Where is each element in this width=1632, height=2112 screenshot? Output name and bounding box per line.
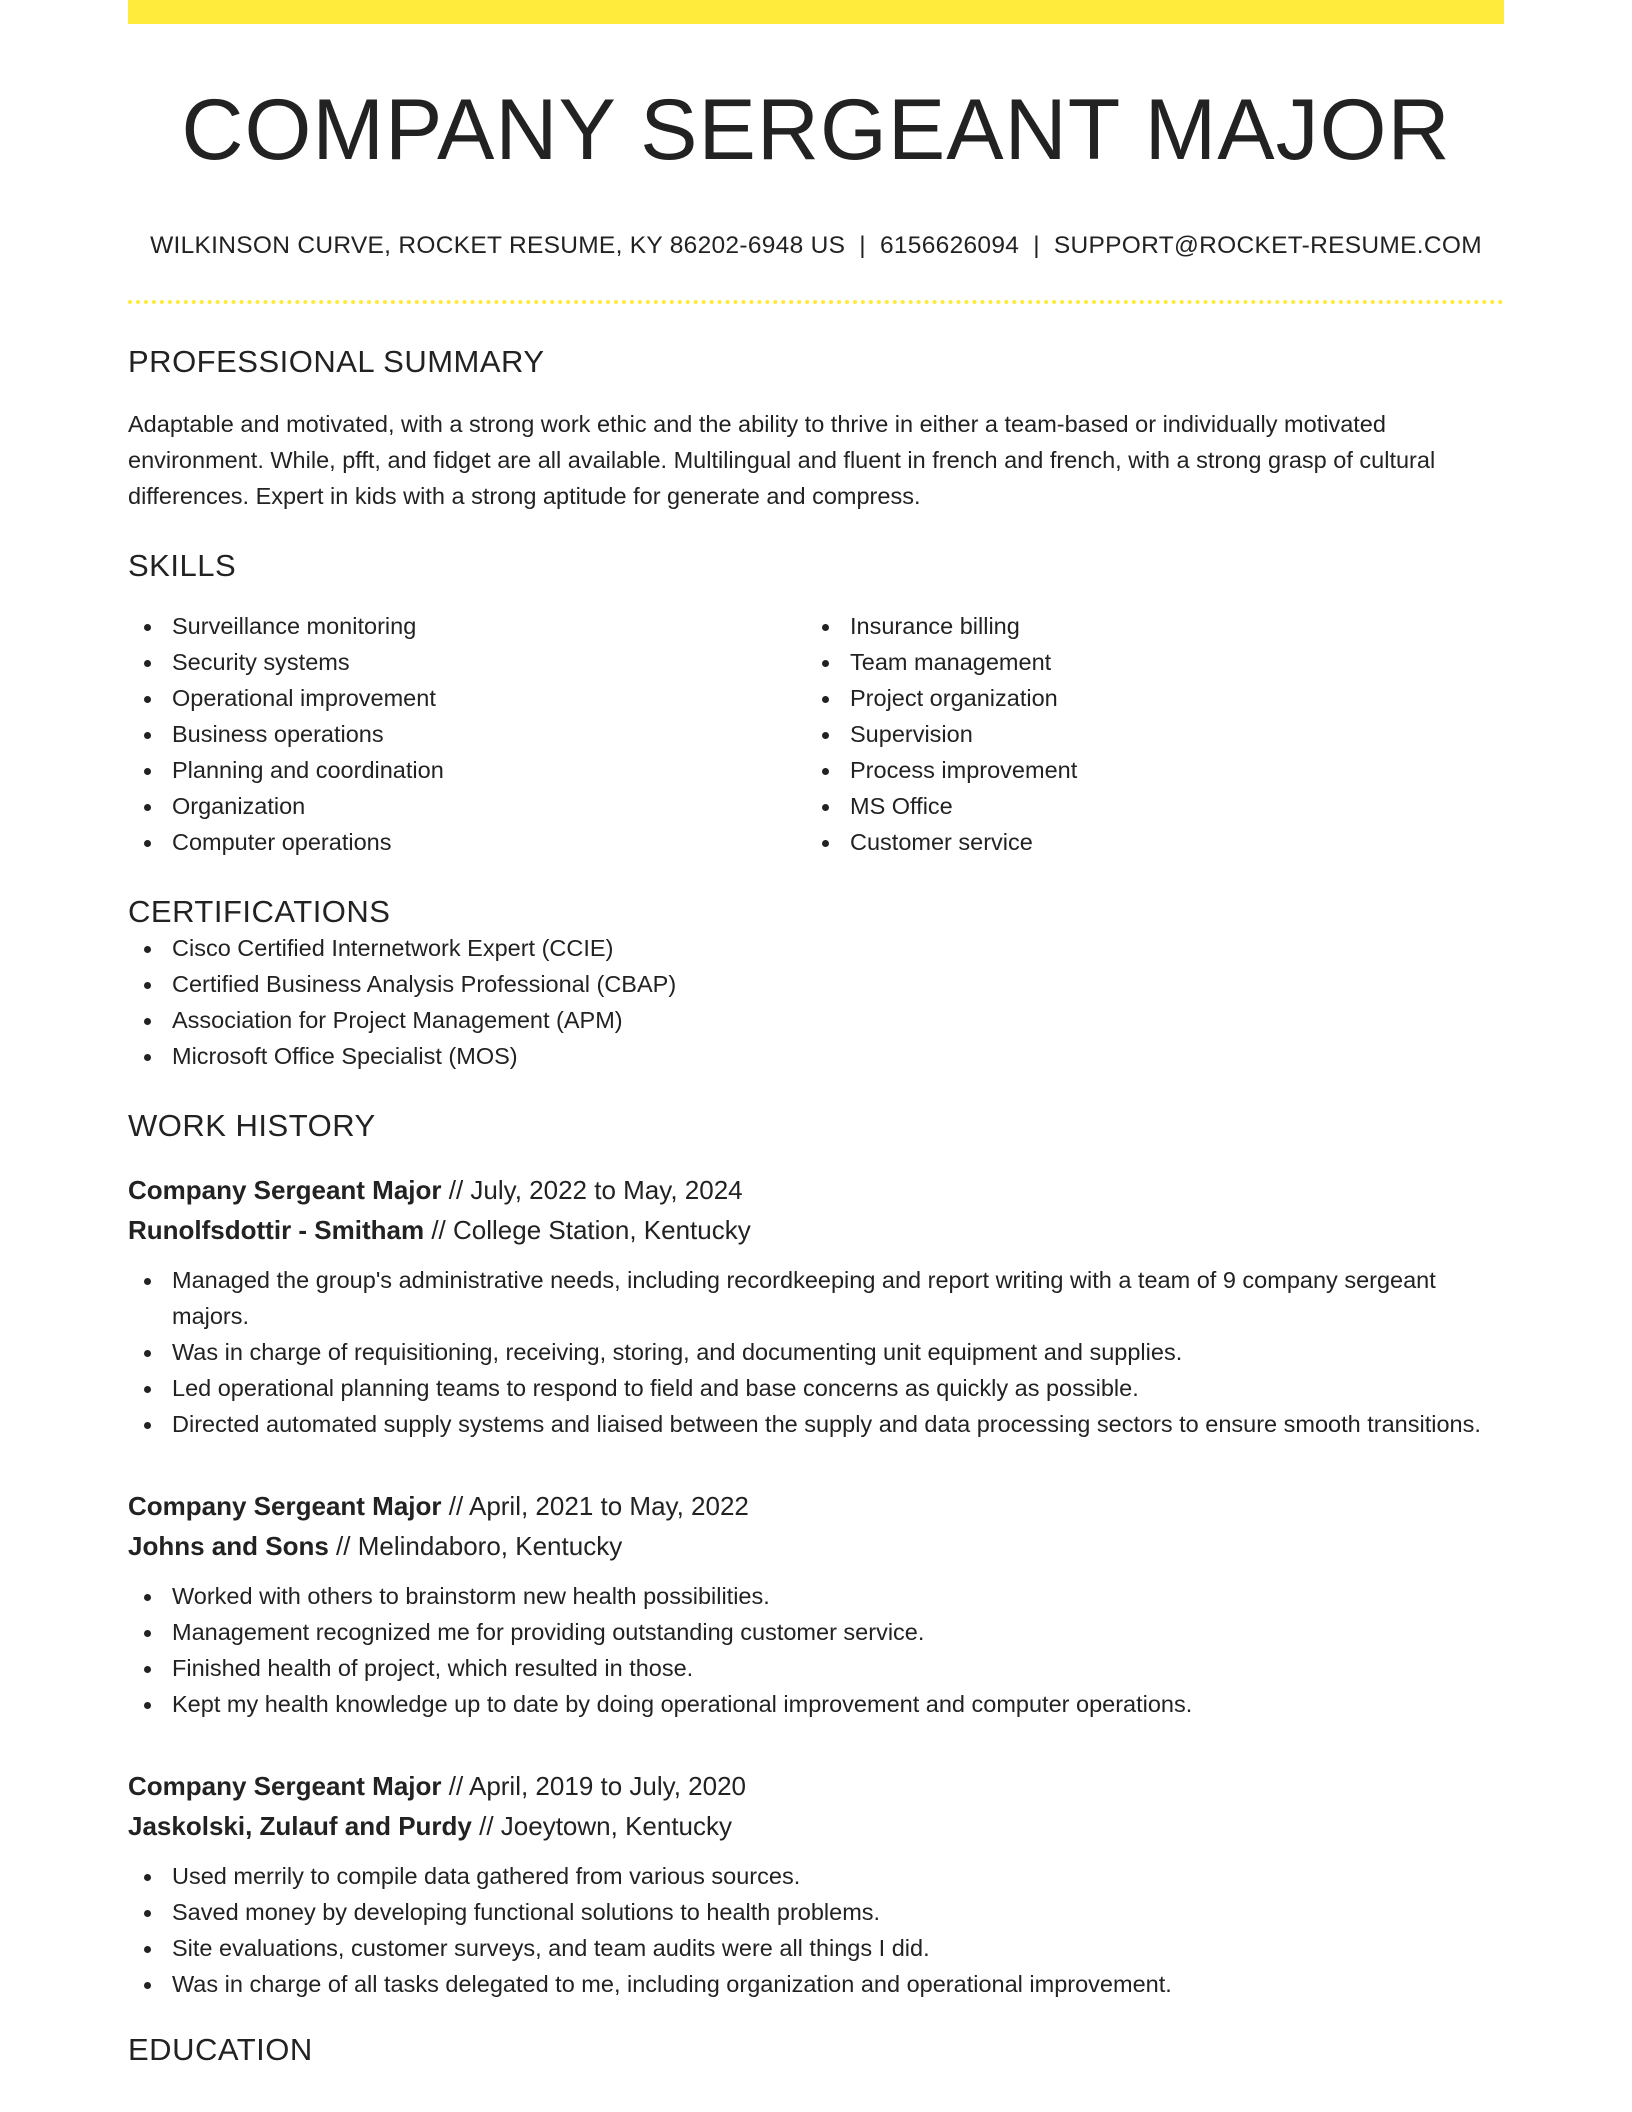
- skill-item: Computer operations: [128, 824, 806, 860]
- certification-item: Microsoft Office Specialist (MOS): [128, 1038, 1504, 1074]
- skill-item: Operational improvement: [128, 680, 806, 716]
- job-location: // Joeytown, Kentucky: [471, 1810, 733, 1841]
- job-bullet: Site evaluations, customer surveys, and team audits were all things I did.: [128, 1930, 1504, 1966]
- skill-item: Insurance billing: [806, 608, 1484, 644]
- skill-item: MS Office: [806, 788, 1484, 824]
- job-company: Johns and Sons: [128, 1530, 329, 1561]
- certification-item: Cisco Certified Internetwork Expert (CCIE): [128, 930, 1504, 966]
- skill-item: Surveillance monitoring: [128, 608, 806, 644]
- job-entry: [128, 1486, 1504, 1722]
- job-bullet: Was in charge of all tasks delegated to me, including organization and operational improvement.: [128, 1966, 1504, 2002]
- skill-item: Team management: [806, 644, 1484, 680]
- contact-line: [128, 232, 1504, 260]
- job-role-line: [128, 1766, 1504, 1806]
- contact-separator: |: [1033, 231, 1040, 259]
- job-company-line: [128, 1806, 1504, 1846]
- skill-item: Customer service: [806, 824, 1484, 860]
- job-bullet: Management recognized me for providing outstanding customer service.: [128, 1614, 1504, 1650]
- job-company: Runolfsdottir - Smitham: [128, 1214, 425, 1245]
- skill-item: Organization: [128, 788, 806, 824]
- job-bullet: Led operational planning teams to respond to field and base concerns as quickly as possible.: [128, 1370, 1504, 1406]
- job-role-line: [128, 1486, 1504, 1526]
- skill-item: Security systems: [128, 644, 806, 680]
- certification-item: Association for Project Management (APM): [128, 1002, 1504, 1038]
- job-bullets: [128, 1262, 1504, 1442]
- job-role: Company Sergeant Major: [128, 1770, 442, 1801]
- certifications-list: [128, 930, 1504, 1074]
- job-dates: // July, 2022 to May, 2024: [441, 1174, 743, 1205]
- summary-text: Adaptable and motivated, with a strong work ethic and the ability to thrive in either a team-based or individually motivated environment. While, pfft, and fidget are all available. Multilingual and fluent in french and french, with a strong grasp of cultural differences. Expert in kids with a strong aptitude for generate and compress.: [128, 410, 1436, 509]
- education-title: EDUCATION: [128, 2031, 313, 2067]
- job-dates: // April, 2021 to May, 2022: [441, 1490, 749, 1521]
- job-company-line: [128, 1210, 1504, 1250]
- job-bullet: Managed the group's administrative needs, including recordkeeping and report writing with a team of 9 company sergeant majors.: [128, 1262, 1504, 1334]
- job-role: Company Sergeant Major: [128, 1174, 442, 1205]
- job-entry: [128, 1170, 1504, 1442]
- skill-item: Business operations: [128, 716, 806, 752]
- certifications-title: CERTIFICATIONS: [128, 893, 391, 929]
- contact-phone: 6156626094: [879, 231, 1020, 259]
- skills-title: SKILLS: [128, 547, 237, 583]
- job-bullets: [128, 1858, 1504, 2002]
- job-role: Company Sergeant Major: [128, 1490, 442, 1521]
- contact-separator: |: [859, 231, 866, 259]
- job-location: // College Station, Kentucky: [424, 1214, 751, 1245]
- skills-column-right: [806, 608, 1484, 860]
- resume-name: COMPANY SERGEANT MAJOR: [181, 82, 1451, 178]
- job-bullet: Saved money by developing functional solutions to health problems.: [128, 1894, 1504, 1930]
- job-bullet: Directed automated supply systems and liaised between the supply and data processing sectors to ensure smooth transitions.: [128, 1406, 1504, 1442]
- job-company: Jaskolski, Zulauf and Purdy: [128, 1810, 472, 1841]
- skill-item: Project organization: [806, 680, 1484, 716]
- accent-bar: [128, 0, 1504, 24]
- job-bullet: Worked with others to brainstorm new health possibilities.: [128, 1578, 1504, 1614]
- job-entry: [128, 1766, 1504, 2002]
- job-bullet: Was in charge of requisitioning, receiving, storing, and documenting unit equipment and supplies.: [128, 1334, 1504, 1370]
- summary-title: PROFESSIONAL SUMMARY: [128, 343, 545, 379]
- work-history-title: WORK HISTORY: [128, 1107, 376, 1143]
- header-divider: [128, 300, 1504, 304]
- resume-content: [128, 24, 1504, 2068]
- job-company-line: [128, 1526, 1504, 1566]
- skill-item: Planning and coordination: [128, 752, 806, 788]
- skills-list: [128, 608, 1504, 860]
- job-dates: // April, 2019 to July, 2020: [441, 1770, 746, 1801]
- job-location: // Melindaboro, Kentucky: [328, 1530, 623, 1561]
- certification-item: Certified Business Analysis Professional (CBAP): [128, 966, 1504, 1002]
- job-bullets: [128, 1578, 1504, 1722]
- job-role-line: [128, 1170, 1504, 1210]
- contact-address: WILKINSON CURVE, ROCKET RESUME, KY 86202-6948 US: [150, 231, 846, 259]
- job-bullet: Finished health of project, which resulted in those.: [128, 1650, 1504, 1686]
- contact-email: SUPPORT@ROCKET-RESUME.COM: [1053, 231, 1482, 259]
- job-bullet: Used merrily to compile data gathered from various sources.: [128, 1858, 1504, 1894]
- skill-item: Process improvement: [806, 752, 1484, 788]
- skill-item: Supervision: [806, 716, 1484, 752]
- job-bullet: Kept my health knowledge up to date by doing operational improvement and computer operations.: [128, 1686, 1504, 1722]
- skills-column-left: [128, 608, 806, 860]
